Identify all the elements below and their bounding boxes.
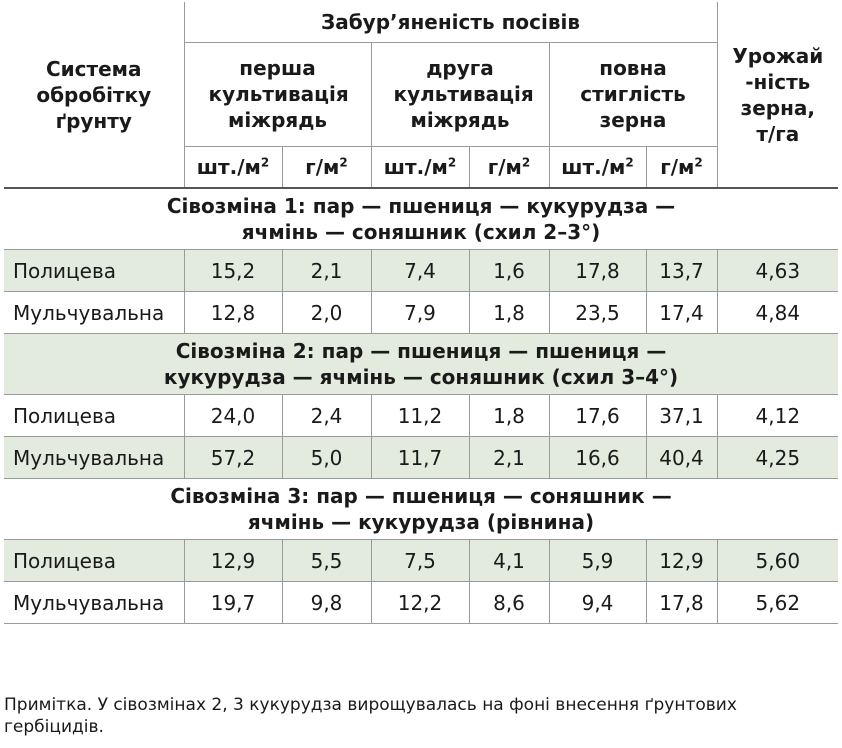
weed-value-cell: 1,8 bbox=[469, 292, 549, 334]
tillage-system-name: Полицева bbox=[4, 250, 184, 292]
header-weed-infestation: Забур’яненість посівів bbox=[184, 2, 717, 42]
weed-value-cell: 12,8 bbox=[184, 292, 282, 334]
weed-value-cell: 57,2 bbox=[184, 437, 282, 479]
section-row bbox=[4, 479, 838, 540]
unit-mass-header: $г/м^2$ bbox=[646, 146, 717, 188]
section-row bbox=[4, 334, 838, 395]
weed-value-cell: 19,7 bbox=[184, 582, 282, 624]
weed-value-cell: 17,8 bbox=[646, 582, 717, 624]
unit-mass-header: $г/м^2$ bbox=[469, 146, 549, 188]
tillage-system-name: Мульчувальна bbox=[4, 292, 184, 334]
weed-value-cell: 11,7 bbox=[371, 437, 469, 479]
weed-value-cell: 2,0 bbox=[282, 292, 371, 334]
yield-cell: 5,60 bbox=[717, 540, 838, 582]
weed-value-cell: 7,5 bbox=[371, 540, 469, 582]
section-title: Сівозміна 1: пар — пшениця — кукурудза — ячмінь — соняшник (схил 2–3°) bbox=[4, 188, 838, 250]
tillage-system-name: Мульчувальна bbox=[4, 582, 184, 624]
weed-value-cell: 12,9 bbox=[184, 540, 282, 582]
weed-value-cell: 24,0 bbox=[184, 395, 282, 437]
weed-value-cell: 17,4 bbox=[646, 292, 717, 334]
unit-count-header: $шт./м^2$ bbox=[184, 146, 282, 188]
section-title: Сівозміна 2: пар — пшениця — пшениця — кукурудза — ячмінь — соняшник (схил 3–4°) bbox=[4, 334, 838, 395]
weed-value-cell: 12,2 bbox=[371, 582, 469, 624]
table-note: Примітка. У сівозмінах 2, 3 кукурудза вирощувалась на фоні внесення ґрунтових гербіцидів. bbox=[4, 695, 737, 737]
weed-yield-table bbox=[4, 2, 838, 624]
header-system: Система обробітку ґрунту bbox=[4, 2, 184, 188]
weed-value-cell: 7,4 bbox=[371, 250, 469, 292]
weed-value-cell: 2,4 bbox=[282, 395, 371, 437]
unit-count-header: $шт./м^2$ bbox=[549, 146, 646, 188]
table-header bbox=[4, 2, 838, 188]
tillage-system-name: Полицева bbox=[4, 540, 184, 582]
weed-value-cell: 8,6 bbox=[469, 582, 549, 624]
yield-cell: 4,12 bbox=[717, 395, 838, 437]
table-body bbox=[4, 188, 838, 624]
yield-cell: 4,84 bbox=[717, 292, 838, 334]
table-row bbox=[4, 540, 838, 582]
weed-value-cell: 4,1 bbox=[469, 540, 549, 582]
header-stage-3: повна стиглість зерна bbox=[549, 42, 717, 146]
table-row bbox=[4, 437, 838, 479]
section-row bbox=[4, 188, 838, 250]
weed-value-cell: 17,8 bbox=[549, 250, 646, 292]
yield-cell: 4,63 bbox=[717, 250, 838, 292]
yield-cell: 5,62 bbox=[717, 582, 838, 624]
weed-value-cell: 11,2 bbox=[371, 395, 469, 437]
table-row bbox=[4, 582, 838, 624]
weed-value-cell: 2,1 bbox=[469, 437, 549, 479]
weed-value-cell: 5,0 bbox=[282, 437, 371, 479]
header-yield: Урожай-ність зерна, т/га bbox=[717, 2, 838, 188]
unit-mass-header: $г/м^2$ bbox=[282, 146, 371, 188]
weed-value-cell: 2,1 bbox=[282, 250, 371, 292]
table-row bbox=[4, 395, 838, 437]
weed-value-cell: 7,9 bbox=[371, 292, 469, 334]
weed-value-cell: 9,4 bbox=[549, 582, 646, 624]
weed-value-cell: 15,2 bbox=[184, 250, 282, 292]
weed-value-cell: 16,6 bbox=[549, 437, 646, 479]
yield-cell: 4,25 bbox=[717, 437, 838, 479]
weed-value-cell: 17,6 bbox=[549, 395, 646, 437]
weed-value-cell: 12,9 bbox=[646, 540, 717, 582]
header-stage-1: перша культивація міжрядь bbox=[184, 42, 371, 146]
tillage-system-name: Полицева bbox=[4, 395, 184, 437]
weed-value-cell: 13,7 bbox=[646, 250, 717, 292]
weed-value-cell: 9,8 bbox=[282, 582, 371, 624]
weed-value-cell: 5,5 bbox=[282, 540, 371, 582]
section-title: Сівозміна 3: пар — пшениця — соняшник — ячмінь — кукурудза (рівнина) bbox=[4, 479, 838, 540]
weed-value-cell: 5,9 bbox=[549, 540, 646, 582]
weed-value-cell: 37,1 bbox=[646, 395, 717, 437]
weed-value-cell: 40,4 bbox=[646, 437, 717, 479]
tillage-system-name: Мульчувальна bbox=[4, 437, 184, 479]
weed-value-cell: 1,6 bbox=[469, 250, 549, 292]
weed-value-cell: 23,5 bbox=[549, 292, 646, 334]
table-row bbox=[4, 250, 838, 292]
table-row bbox=[4, 292, 838, 334]
weed-value-cell: 1,8 bbox=[469, 395, 549, 437]
header-stage-2: друга культивація міжрядь bbox=[371, 42, 549, 146]
unit-count-header: $шт./м^2$ bbox=[371, 146, 469, 188]
